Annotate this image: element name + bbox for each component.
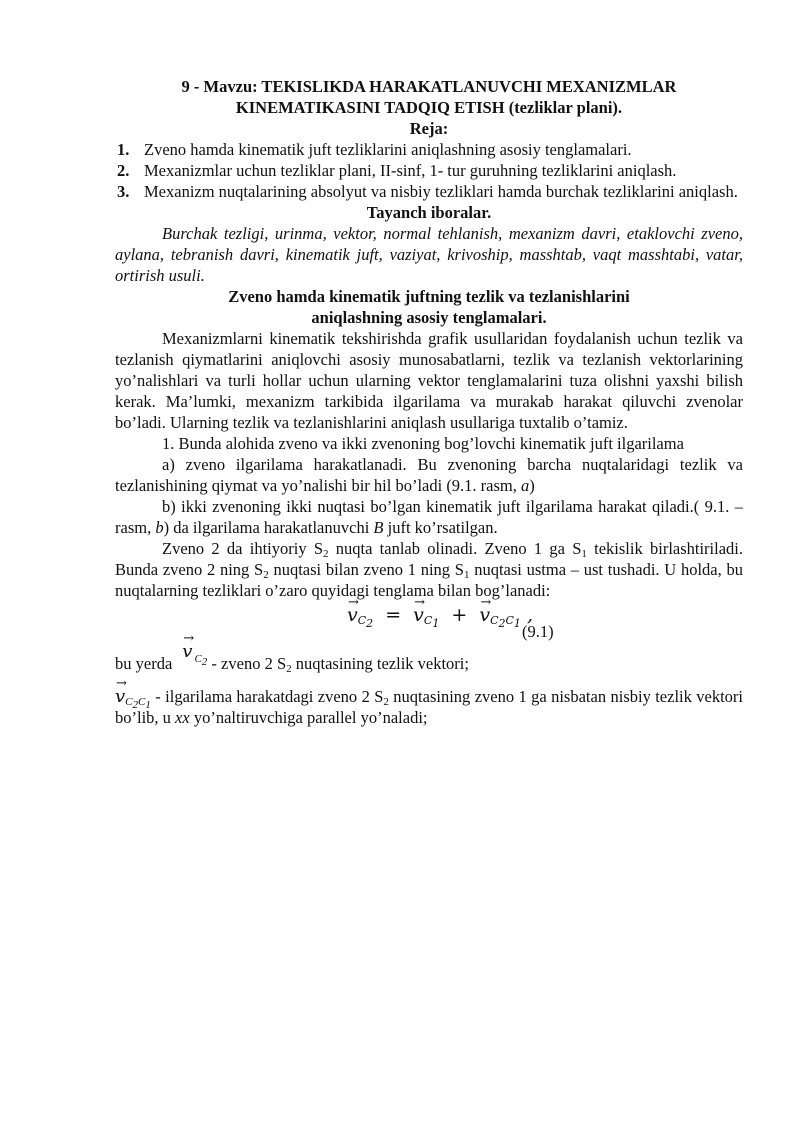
vector-symbol: → v (182, 641, 192, 662)
plan-item-3 (115, 181, 743, 202)
text-span: ) da ilgarilama harakatlanuvchi (163, 518, 374, 537)
text-span: nuqta tanlab olinadi. Zveno 1 ga S (328, 539, 582, 558)
document-page (115, 76, 743, 728)
subscript: C (125, 696, 133, 708)
subscript: 2 (383, 696, 389, 708)
subscript: C (423, 614, 433, 627)
subscript: 1 (463, 569, 470, 581)
subscript: 2 (286, 663, 292, 675)
subscript: 1 (513, 617, 521, 630)
subscript: C (138, 696, 146, 708)
subscript: 2 (132, 699, 139, 711)
section-heading-line1: Zveno hamda kinematik juftning tezlik va tezlanishlarini (228, 287, 630, 306)
text-span: tekislik birlashtiriladi. Bunda zveno 2 ning S (115, 539, 744, 579)
plan-item-number: 1. (117, 140, 130, 159)
subscript: 1 (145, 699, 151, 711)
text-span: nuqtasi bilan zveno 1 ning S (268, 560, 464, 579)
subscript: C (490, 614, 499, 627)
paragraph-zveno (115, 538, 743, 601)
plan-item-text: Mexanizm nuqtalarining absolyut va nisbiy tezliklari hamda burchak tezliklarini aniqlash. (144, 182, 738, 201)
subscript: 2 (323, 548, 329, 560)
subscript: C (505, 614, 514, 627)
text-span: xx (175, 708, 190, 727)
plan-item-number: 2. (117, 161, 130, 180)
subscript: C (194, 653, 202, 665)
text-span: juft ko’rsatilgan. (383, 518, 498, 537)
text-span: nuqtasi ustma – ust tushadi. U holda, bu nuqtalarning tezliklari o’zaro quyidagi tenglama bilan bog’lanadi: (115, 560, 743, 600)
subscript: 1 (432, 617, 440, 630)
text-span: - zveno 2 S (207, 654, 287, 673)
keywords-heading: Tayanch iboralar. (366, 203, 492, 222)
paragraph-case-1: 1. Bunda alohida zveno va ikki zvenoning bog’lovchi kinematik juft ilgarilama (162, 434, 684, 453)
plus-sign: + (451, 604, 468, 626)
subscript: 2 (263, 569, 269, 581)
subscript: 2 (201, 656, 208, 668)
section-heading-line2: aniqlashning asosiy tenglamalari. (311, 308, 547, 327)
equation-9-1 (115, 601, 743, 645)
plan-item-text: Mexanizmlar uchun tezliklar plani, II-sinf, 1- tur guruhning tezliklarini aniqlash. (144, 161, 677, 180)
equals-sign: = (385, 604, 402, 626)
text-span: yo’naltiruvchiga parallel yo’naladi; (189, 708, 428, 727)
comma: , (526, 604, 534, 626)
text-span: ) (529, 476, 535, 495)
plan-item-2 (115, 160, 743, 181)
subscript: 2 (498, 617, 506, 630)
vector-symbol: → v (347, 605, 358, 626)
paragraph-case-a (115, 454, 743, 496)
text-span: bu yerda (115, 654, 173, 673)
explanation-line-2 (115, 686, 743, 728)
page-title-line1: 9 - Mavzu: TEKISLIKDA HARAKATLANUVCHI MEXANIZMLAR (181, 77, 677, 96)
text-span: b (155, 518, 164, 537)
plan-list (115, 139, 743, 202)
text-span: a (521, 476, 530, 495)
paragraph-case-b (115, 496, 743, 538)
text-span: B (373, 518, 384, 537)
subscript: 1 (581, 548, 587, 560)
equation-expression (347, 604, 534, 630)
keywords-text: Burchak tezligi, urinma, vektor, normal tehlanish, mexanizm davri, etaklovchi zveno, aylana, tebranish davri, kinematik juft, vaziyat, krivoship, masshtab, vaqt masshtabi, vatar, ortirish usuli. (115, 224, 743, 285)
vector-symbol: → v (115, 686, 125, 707)
plan-item-text: Zveno hamda kinematik juft tezliklarini aniqlashning asosiy tenglamalari. (144, 140, 632, 159)
subscript: C (357, 614, 367, 627)
equation-number: (9.1) (522, 622, 554, 641)
text-span: b) ikki zvenoning ikki nuqtasi bo’lgan kinematik juft ilgarilama harakat qiladi.( 9.1. – rasm, (115, 497, 743, 537)
plan-item-number: 3. (117, 182, 130, 201)
text-span: nuqtasining tezlik vektori; (291, 654, 469, 673)
plan-item-1 (115, 139, 743, 160)
explanation-line-1 (115, 641, 743, 675)
text-span: nuqtasining zveno 1 ga nisbatan nisbiy tezlik vektori bo’lib, u (115, 687, 743, 727)
text-span: Zveno 2 da ihtiyoriy S (162, 539, 324, 558)
plan-heading: Reja: (409, 119, 449, 138)
text-span: - ilgarilama harakatdagi zveno 2 S (150, 687, 384, 706)
text-span: a) zveno ilgarilama harakatlanadi. Bu zvenoning barcha nuqtalaridagi tezlik va tezlanishining qiymat va yo’nalishi bir hil bo’ladi (9.1. rasm, (115, 455, 743, 495)
subscript: 2 (366, 617, 374, 630)
page-title-line2: KINEMATIKASINI TADQIQ ETISH (tezliklar plani). (235, 98, 623, 117)
paragraph-intro: Mexanizmlarni kinematik tekshirishda grafik usullaridan foydalanish uchun tezlik va tezlanish qiymatlarini aniqlovchi asosiy munosabatlarni, tezlik va tezlanish vektorlarining yo’nalishlari va turli hollar uchun ularning vektor tenglamalarini tuza olishni yaxshi bilish kerak. Ma’lumki, mexanizm tarkibida ilgarilama va murakab harakat qiluvchi zvenolar bo’ladi. Ularning tezlik va tezlanishlarini aniqlash usullariga tuxtalib o’tamiz. (115, 329, 743, 432)
vector-symbol: → v (479, 605, 490, 626)
vector-symbol: → v (413, 605, 424, 626)
